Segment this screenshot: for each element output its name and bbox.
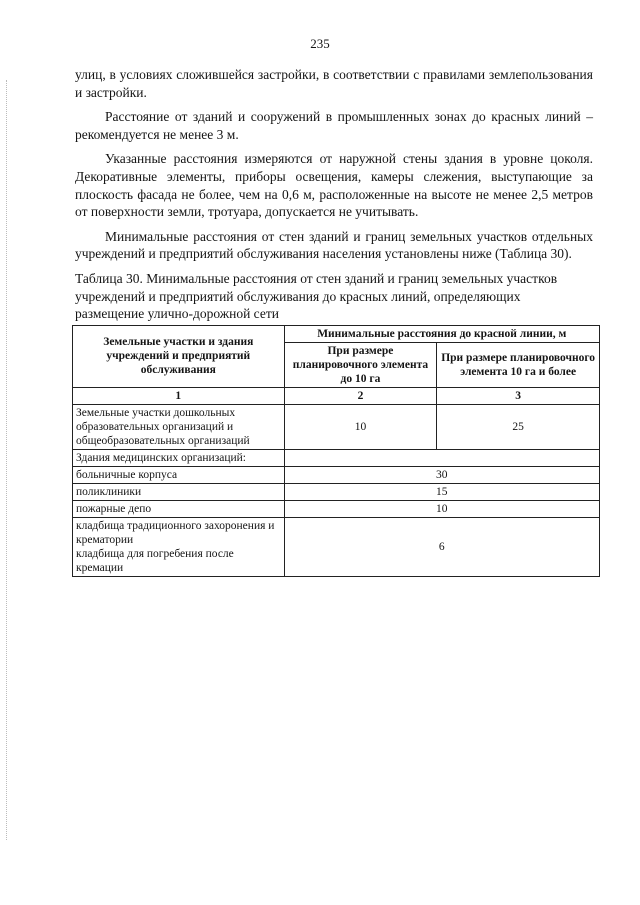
column-number-3: 3 [437,387,600,404]
table-row [73,466,600,483]
row-label-fire-depots: пожарные депо [73,500,285,517]
row-label-cemeteries [73,517,285,576]
table-row [73,449,600,466]
paragraph-4: Минимальные расстояния от стен зданий и границ земельных участков отдельных учреждений и предприятий обслуживания населения установлены ниже (Таблица 30). [75,228,593,262]
row-label-medical: Здания медицинских организаций: [73,449,285,466]
header-cell-10ha-and-more: При размере планировочного элемента 10 га и более [437,342,600,387]
scan-edge-marks [6,80,8,840]
table-header-row [73,325,600,342]
row-label-cemeteries-traditional: кладбища традиционного захоронения и крематории [76,519,275,546]
table-caption: Таблица 30. Минимальные расстояния от стен зданий и границ земельных участков учреждений и предприятий обслуживания до красных линий, определяющих размещение улично-дорожной сети [75,270,558,322]
page-number: 235 [310,36,330,51]
header-cell-objects: Земельные участки и здания учреждений и предприятий обслуживания [73,325,285,387]
row-label-polyclinics: поликлиники [73,483,285,500]
table-row [73,500,600,517]
row-value-polyclinics: 15 [284,483,599,500]
paragraph-1: улиц, в условиях сложившейся застройки, в соответствии с правилами землепользования и застройки. [75,67,593,100]
document-body [75,66,596,577]
row-value-hospitals: 30 [284,466,599,483]
table-row [73,517,600,576]
row-value-schools-small: 10 [284,404,437,449]
row-label-schools: Земельные участки дошкольных образовательных организаций и общеобразовательных организаций [73,404,285,449]
header-cell-min-distances: Минимальные расстояния до красной линии, м [284,325,599,342]
row-label-cemeteries-cremation: кладбища для погребения после кремации [76,547,234,574]
paragraph-3: Указанные расстояния измеряются от наружной стены здания в уровне цоколя. Декоративные элементы, приборы освещения, камеры слежения, выступающие за плоскость фасада не более, чем на 0,6 м, расположенные на высоте не менее 2,5 метров от поверхности земли, тротуара, допускается не учитывать. [75,151,593,220]
distances-table [72,325,600,577]
row-value-schools-large: 25 [437,404,600,449]
table-row [73,404,600,449]
row-value-medical-empty [284,449,599,466]
header-cell-up-to-10ha: При размере планировочного элемента до 10 га [284,342,437,387]
table-numbering-row [73,387,600,404]
row-label-hospitals: больничные корпуса [73,466,285,483]
column-number-1: 1 [73,387,285,404]
column-number-2: 2 [284,387,437,404]
row-value-cemeteries: 6 [284,517,599,576]
table-row [73,483,600,500]
paragraph-2: Расстояние от зданий и сооружений в промышленных зонах до красных линий – рекомендуется не менее 3 м. [75,109,593,142]
row-value-fire-depots: 10 [284,500,599,517]
